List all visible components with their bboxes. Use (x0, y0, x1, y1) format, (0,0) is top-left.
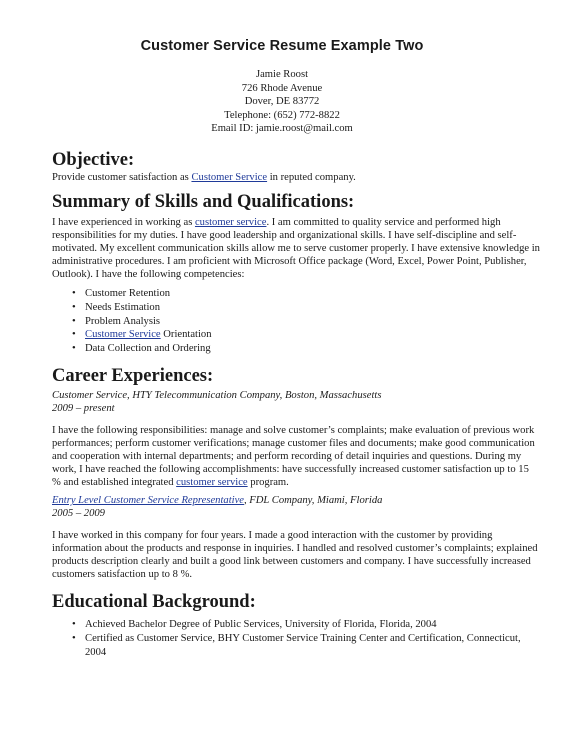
list-item (52, 632, 540, 660)
list-item (52, 328, 540, 342)
career-heading: Career Experiences: (52, 365, 214, 386)
education-item: Certified as Customer Service, BHY Customer Service Training Center and Certification, Connecticut, 2004 (85, 632, 521, 658)
contact-name: Jamie Roost (255, 69, 309, 80)
job1-period: 2009 – present (52, 402, 115, 414)
list-item (52, 342, 540, 356)
objective-heading: Objective: (52, 149, 135, 170)
contact-telephone: Telephone: (652) 772-8822 (224, 109, 340, 121)
objective-text (52, 171, 540, 184)
summary-heading: Summary of Skills and Qualifications: (52, 191, 355, 212)
list-item (52, 287, 540, 301)
objective-text-post: in reputed company. (267, 171, 356, 183)
competencies-list (52, 287, 540, 356)
objective-text-pre: Provide customer satisfaction as (52, 171, 192, 183)
job2-title-post: , FDL Company, Miami, Florida (244, 494, 383, 506)
education-item: Achieved Bachelor Degree of Public Services, University of Florida, Florida, 2004 (85, 618, 437, 630)
education-heading: Educational Background: (52, 591, 256, 612)
job2-description: I have worked in this company for four years. I made a good interaction with the customer by providing information about the products and response in inquiries. I handled and resolved customer’s complaints; explained products description clearly and built a good link between customers and company. I have successfully increased customers satisfaction up to 8 %. (52, 529, 538, 580)
bullet-icon: • (72, 287, 76, 299)
competency-label: Data Collection and Ordering (85, 343, 211, 355)
job1-customer-service-link[interactable]: customer service (176, 476, 248, 488)
page-title: Customer Service Resume Example Two (140, 38, 424, 54)
list-item (52, 618, 540, 632)
list-item (52, 301, 540, 315)
summary-paragraph-post: . I am committed to quality service and performed high responsibilities for my duties. I have good leadership and organizational skills. I have self-discipline and self-motivated. My excellent communication skills allow me to serve customer properly. I have extensive knowledge in administrative procedures. I am proficient with Microsoft Office package (Word, Excel, Power Point, Publisher, Outlook). I have the following competencies: (52, 216, 540, 280)
contact-email: Email ID: jamie.roost@mail.com (211, 123, 353, 135)
contact-block (24, 68, 540, 136)
bullet-icon: • (72, 343, 76, 355)
competency-label: Customer Retention (85, 287, 171, 299)
summary-paragraph-pre: I have experienced in working as (52, 216, 195, 228)
contact-street: 726 Rhode Avenue (241, 82, 323, 94)
job1-title: Customer Service, HTY Telecommunication Company, Boston, Massachusetts (52, 389, 382, 401)
competency-label: Orientation (160, 329, 212, 341)
job1-description-pre: I have the following responsibilities: manage and solve customer’s complaints; make evaluation of previous work performances; perform customer verifications; manage customer files and documents; make good communication and cooperation with internal departments; and perform recording of detail inquiries and questions. During my work, I have reached the following accomplishments: have successfully increased customer satisfaction up to 15 % and established integrated (52, 424, 535, 488)
summary-paragraph (52, 216, 540, 281)
job2-period: 2005 – 2009 (52, 507, 105, 519)
bullet-icon: • (72, 301, 76, 313)
bullet-icon: • (72, 315, 76, 327)
job2-title-link[interactable]: Entry Level Customer Service Representative (52, 494, 244, 506)
bullet-icon: • (72, 618, 76, 630)
summary-customer-service-link[interactable]: customer service (194, 216, 267, 228)
bullet-icon: • (72, 632, 76, 644)
bullet-icon: • (72, 329, 76, 341)
contact-city: Dover, DE 83772 (244, 96, 320, 108)
job1-description-post: program. (247, 476, 289, 488)
job2-title (52, 494, 540, 507)
education-list (52, 618, 540, 659)
objective-customer-service-link[interactable]: Customer Service (191, 171, 268, 183)
competency-label: Problem Analysis (85, 315, 161, 327)
competency-label: Needs Estimation (85, 301, 161, 313)
list-item (52, 315, 540, 329)
job1-description (52, 424, 540, 489)
competency-customer-service-link[interactable]: Customer Service (85, 329, 161, 341)
